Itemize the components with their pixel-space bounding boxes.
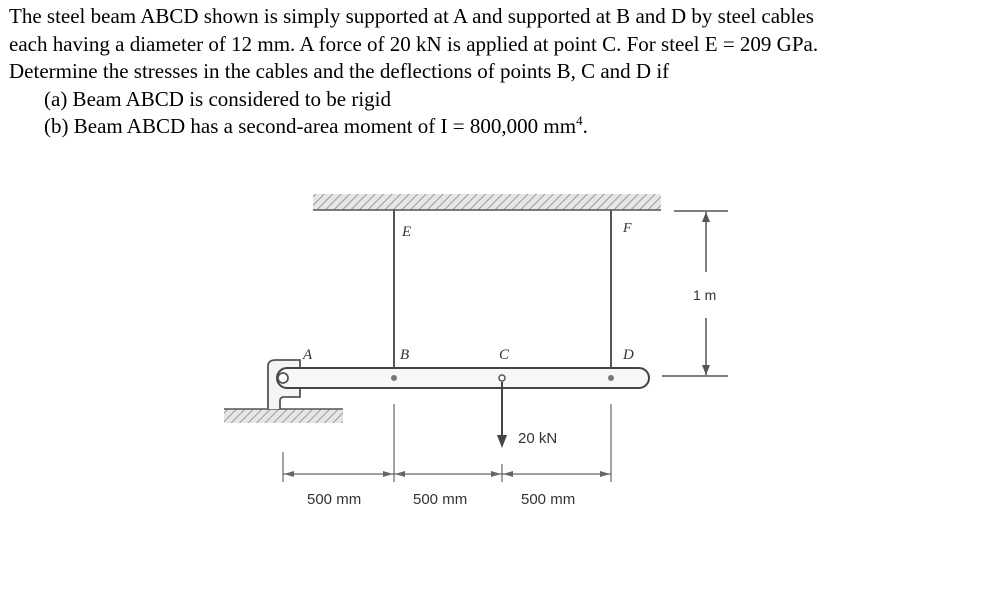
label-e: E [402,224,412,240]
label-c: C [499,347,510,363]
pin-b [391,375,397,381]
dim-ab-label: 500 mm [307,491,362,508]
part-b-exponent: 4 [576,113,583,128]
dim-arrow-c-left [491,471,501,477]
dim-arrow-b-left [383,471,393,477]
cable-length-label: 1 m [693,287,717,303]
label-a: A [303,347,313,363]
dim-1m-arrow-up [702,212,710,222]
dim-1m-arrow-down [702,365,710,375]
dim-bc-label: 500 mm [413,491,468,508]
problem-line-1: The steel beam ABCD shown is simply supported at A and supported at B and D by steel cables [9,4,814,28]
dim-arrow-a [284,471,294,477]
label-b: B [400,347,410,363]
dim-arrow-c-right [503,471,513,477]
label-f: F [623,221,632,236]
problem-line-3: Determine the stresses in the cables and the deflections of points B, C and D if [9,59,670,83]
problem-line-2: each having a diameter of 12 mm. A force of 20 kN is applied at point C. For steel E = 209 GPa. [9,31,819,56]
beam-end-a [278,373,288,383]
part-a: (a) Beam ABCD is considered to be rigid [44,86,392,111]
ceiling-hatch [313,194,661,210]
pin-d [608,375,614,381]
part-b-text: (b) Beam ABCD has a second-area moment of I = 800,000 mm [44,114,577,138]
load-arrow-head [497,435,507,448]
dim-arrow-d [600,471,610,477]
dim-arrow-b-right [395,471,405,477]
pin-c [499,375,505,381]
label-d: D [623,347,634,363]
dim-cd-label: 500 mm [521,491,576,508]
ground-hatch [224,409,343,423]
part-b-end: . [582,114,588,138]
load-label: 20 kN [518,430,558,447]
beam-abcd [277,368,649,388]
